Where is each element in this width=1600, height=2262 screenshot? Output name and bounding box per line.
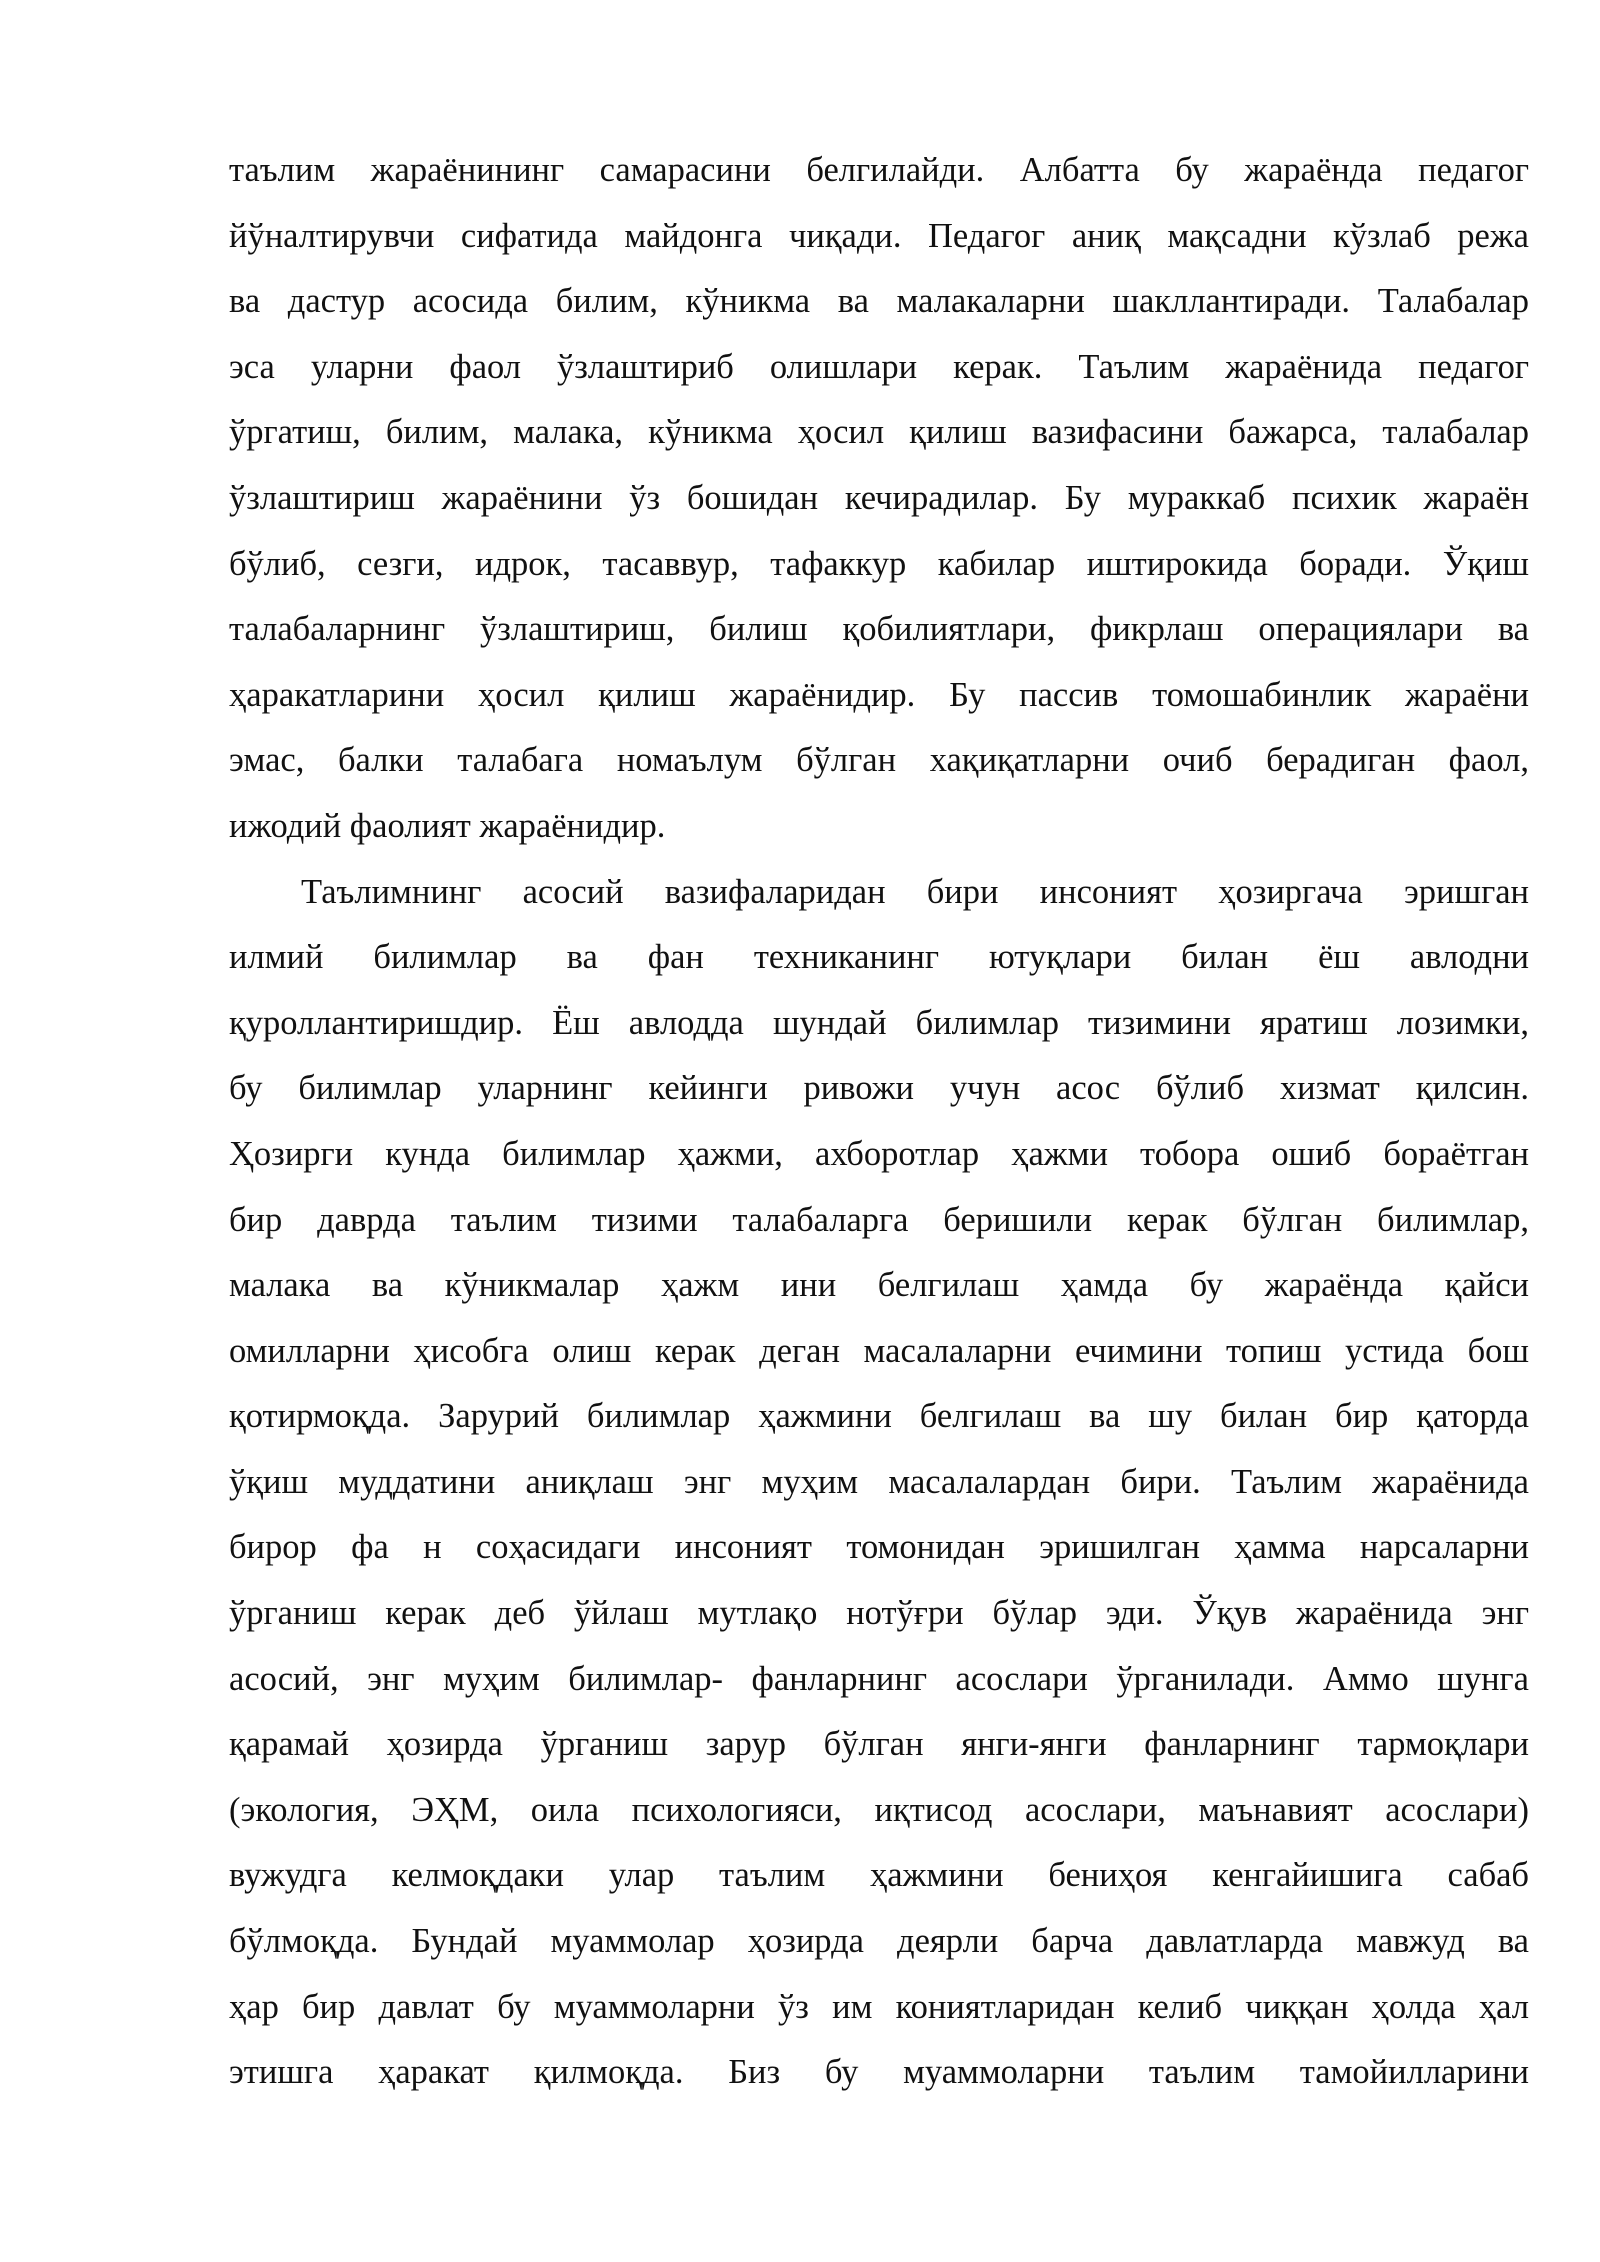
text-line: ўқиш муддатини аниқлаш энг муҳим масалалардан бири. Таълим жараёнида <box>229 1462 1529 1501</box>
text-line: вужудга келмоқдаки улар таълим ҳажмини бениҳоя кенгайишига сабаб <box>229 1856 1529 1895</box>
text-line: илмий билимлар ва фан техниканинг ютуқлари билан ёш авлодни <box>229 938 1529 977</box>
paragraph-2 <box>229 860 1529 2106</box>
document-page <box>229 138 1529 2106</box>
text-line: талабаларнинг ўзлаштириш, билиш қобилиятлари, фикрлаш операциялари ва <box>229 610 1529 649</box>
text-line: бўлиб, сезги, идрок, тасаввур, тафаккур кабилар иштирокида боради. Ўқиш <box>229 544 1529 583</box>
text-line: эса уларни фаол ўзлаштириб олишлари керак. Таълим жараёнида педагог <box>229 347 1529 386</box>
text-line: омилларни ҳисобга олиш керак деган масалаларни ечимини топиш устида бош <box>229 1331 1529 1370</box>
text-line: бу билимлар уларнинг кейинги ривожи учун асос бўлиб хизмат қилсин. <box>229 1069 1529 1108</box>
text-line: бўлмоқда. Бундай муаммолар ҳозирда деярли барча давлатларда мавжуд ва <box>229 1922 1529 1961</box>
text-line: ҳар бир давлат бу муаммоларни ўз им кониятларидан келиб чиққан ҳолда ҳал <box>229 1987 1529 2026</box>
text-line: йўналтирувчи сифатида майдонга чиқади. Педагог аниқ мақсадни кўзлаб режа <box>229 216 1529 255</box>
text-line: бир даврда таълим тизими талабаларга беришили керак бўлган билимлар, <box>229 1200 1529 1239</box>
text-line: ўргатиш, билим, малака, кўникма ҳосил қилиш вазифасини бажарса, талабалар <box>229 413 1529 452</box>
text-line: Ҳозирги кунда билимлар ҳажми, ахборотлар ҳажми тобора ошиб бораётган <box>229 1134 1529 1173</box>
text-line: Таълимнинг асосий вазифаларидан бири инсоният ҳозиргача эришган <box>301 872 1529 911</box>
text-line: ижодий фаолият жараёнидир. <box>229 806 666 845</box>
text-line: қотирмоқда. Зарурий билимлар ҳажмини белгилаш ва шу билан бир қаторда <box>229 1397 1529 1436</box>
text-line: қуроллантиришдир. Ёш авлодда шундай билимлар тизимини яратиш лозимки, <box>229 1003 1529 1042</box>
text-line: (экология, ЭҲМ, оила психологияси, иқтисод асослари, маънавият асослари) <box>229 1790 1529 1829</box>
text-line: ва дастур асосида билим, кўникма ва малакаларни шакллантиради. Талабалар <box>229 282 1529 321</box>
text-line: эмас, балки талабага номаълум бўлган хақиқатларни очиб берадиган фаол, <box>229 741 1529 780</box>
paragraph-1 <box>229 138 1529 860</box>
text-line: малака ва кўникмалар ҳажм ини белгилаш ҳамда бу жараёнда қайси <box>229 1266 1529 1305</box>
text-line: асосий, энг муҳим билимлар- фанларнинг асослари ўрганилади. Аммо шунга <box>229 1659 1529 1698</box>
text-line: ҳаракатларини ҳосил қилиш жараёнидир. Бу пассив томошабинлик жараёни <box>229 675 1529 714</box>
text-line: бирор фа н соҳасидаги инсоният томонидан эришилган ҳамма нарсаларни <box>229 1528 1529 1567</box>
text-line: ўрганиш керак деб ўйлаш мутлақо нотўғри бўлар эди. Ўқув жараёнида энг <box>229 1594 1529 1633</box>
text-line: этишга ҳаракат қилмоқда. Биз бу муаммоларни таълим тамойилларини <box>229 2053 1529 2092</box>
text-line: қарамай ҳозирда ўрганиш зарур бўлган янги-янги фанларнинг тармоқлари <box>229 1725 1529 1764</box>
text-line: таълим жараёнининг самарасини белгилайди. Албатта бу жараёнда педагог <box>229 151 1529 189</box>
text-line: ўзлаштириш жараёнини ўз бошидан кечирадилар. Бу мураккаб психик жараён <box>229 478 1529 517</box>
